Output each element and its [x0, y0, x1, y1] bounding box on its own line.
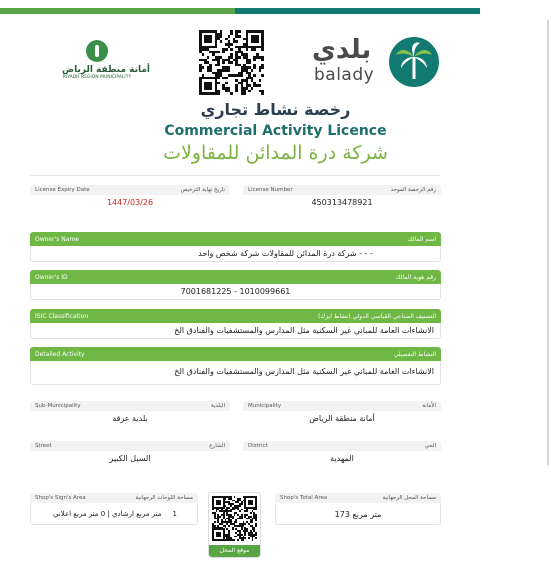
qr-module — [255, 539, 257, 541]
total-label-ar: مساحة المحل الرجهانية — [382, 495, 436, 501]
owner-name-header — [30, 232, 441, 246]
qr-caption: موقع المحل — [209, 545, 260, 557]
detailed-activity-header — [30, 347, 441, 361]
sign-area-value: متر مربع ارشادي | 0 متر مربع اعلاني — [53, 509, 162, 518]
license-header — [243, 185, 441, 195]
license-label-ar: رقم الرخصة الموحد — [390, 187, 436, 193]
riyadh-logo-en: RIYADH REGION MUNICIPALITY — [62, 75, 132, 80]
detail-label-ar: النشاط التفصيلي — [393, 350, 436, 358]
detailed-activity-value: الانشاءات العامة للمباني غير السكنية مثل المدارس والمستشفيات والفنادق الخ — [174, 367, 434, 376]
sub-municipality-field — [30, 401, 230, 423]
license-qr-code — [199, 30, 269, 93]
licence-title-ar: رخصة نشاط تجاري — [200, 100, 351, 119]
owner-id-value: 7001681225 - 1010099661 — [180, 287, 291, 296]
district-field — [243, 441, 441, 463]
owner-name-value: شركة درة المدائن للمقاولات شركة شخص واحد - - - — [198, 249, 373, 258]
municipality-field — [243, 401, 441, 423]
submun-label-en: Sub-Municipality — [35, 403, 81, 409]
top-bar-green — [0, 8, 235, 14]
district-header — [243, 441, 441, 451]
riyadh-logo-ar: أمانة منطقة الرياض — [62, 65, 151, 75]
district-label-en: District — [248, 443, 268, 449]
owner-id-label-en: Owner's ID — [35, 273, 68, 281]
palm-emblem-icon — [86, 40, 108, 62]
total-area-value: 173 متر مربع — [334, 510, 382, 519]
sub-municipality-header — [30, 401, 230, 411]
divider — [30, 175, 440, 176]
sign-label-en: Shop's Sign's Area — [35, 495, 86, 501]
street-field — [30, 441, 230, 463]
street-header — [30, 441, 230, 451]
expiry-date-field — [30, 185, 230, 207]
qr-grid-2 — [212, 496, 257, 541]
top-accent-bar — [0, 8, 480, 14]
balady-palm-mark-icon — [387, 35, 441, 89]
total-label-en: Shop's Total Area — [280, 495, 328, 501]
qr-module — [261, 92, 264, 95]
sign-area-header — [30, 493, 198, 503]
municipality-value: أمانة منطقة الرياض — [309, 414, 375, 423]
district-value: المهدية — [330, 454, 354, 463]
isic-value: الانشاءات العامة للمباني غير السكنية مثل المدارس والمستشفيات والفنادق الخ — [174, 326, 434, 335]
isic-label-ar: التصنيف الصناعي القياسي الدولي (نشاط ايزك) — [317, 312, 436, 320]
isic-header — [30, 309, 441, 323]
owner-id-field — [30, 270, 441, 300]
sign-label-ar: مساحة اللوحات الرجهانية — [135, 495, 193, 501]
sign-count-value: 1 — [172, 509, 177, 518]
total-area-header — [275, 493, 441, 503]
balady-logo-ar: بلدي — [312, 35, 372, 65]
district-label-ar: الحي — [424, 443, 436, 449]
municipality-header — [243, 401, 441, 411]
detailed-activity-field — [30, 347, 441, 385]
license-number-value: 450313478921 — [311, 198, 373, 207]
licence-title-en: Commercial Activity Licence — [164, 123, 387, 139]
mun-label-ar: الأمانة — [422, 403, 436, 409]
expiry-label-en: License Expiry Date — [35, 187, 90, 193]
right-border-line — [547, 20, 549, 465]
sign-area-field — [30, 493, 198, 525]
top-bar-teal — [235, 8, 480, 14]
license-label-en: License Number — [248, 187, 293, 193]
detail-label-en: Detailed Activity — [35, 350, 85, 358]
company-name-title: شركة درة المدائن للمقاولات — [163, 142, 388, 164]
license-number-field — [243, 185, 441, 207]
balady-logo-en: balady — [314, 65, 375, 85]
shop-location-qr[interactable] — [208, 492, 261, 558]
isic-label-en: ISIC Classification — [35, 312, 89, 320]
owner-id-label-ar: رقم هوية المالك — [395, 273, 436, 281]
mun-label-en: Municipality — [248, 403, 282, 409]
expiry-label-ar: تاريخ نهاية الترخيص — [180, 187, 225, 193]
isic-field — [30, 309, 441, 339]
owner-name-label-en: Owner's Name — [35, 235, 79, 243]
street-label-ar: الشارع — [209, 443, 225, 449]
owner-name-field — [30, 232, 441, 262]
sub-municipality-value: بلدية عرقة — [112, 414, 148, 423]
riyadh-municipality-logo — [62, 40, 151, 96]
balady-logo — [308, 35, 443, 90]
submun-label-ar: البلدية — [210, 403, 225, 409]
expiry-header — [30, 185, 230, 195]
owner-id-header — [30, 270, 441, 284]
street-value: السيل الكبير — [109, 454, 151, 463]
qr-grid — [199, 30, 269, 95]
total-area-field — [275, 493, 441, 525]
owner-name-label-ar: اسم المالك — [407, 235, 436, 243]
street-label-en: Street — [35, 443, 52, 449]
expiry-date-value: 1447/03/26 — [106, 198, 154, 207]
